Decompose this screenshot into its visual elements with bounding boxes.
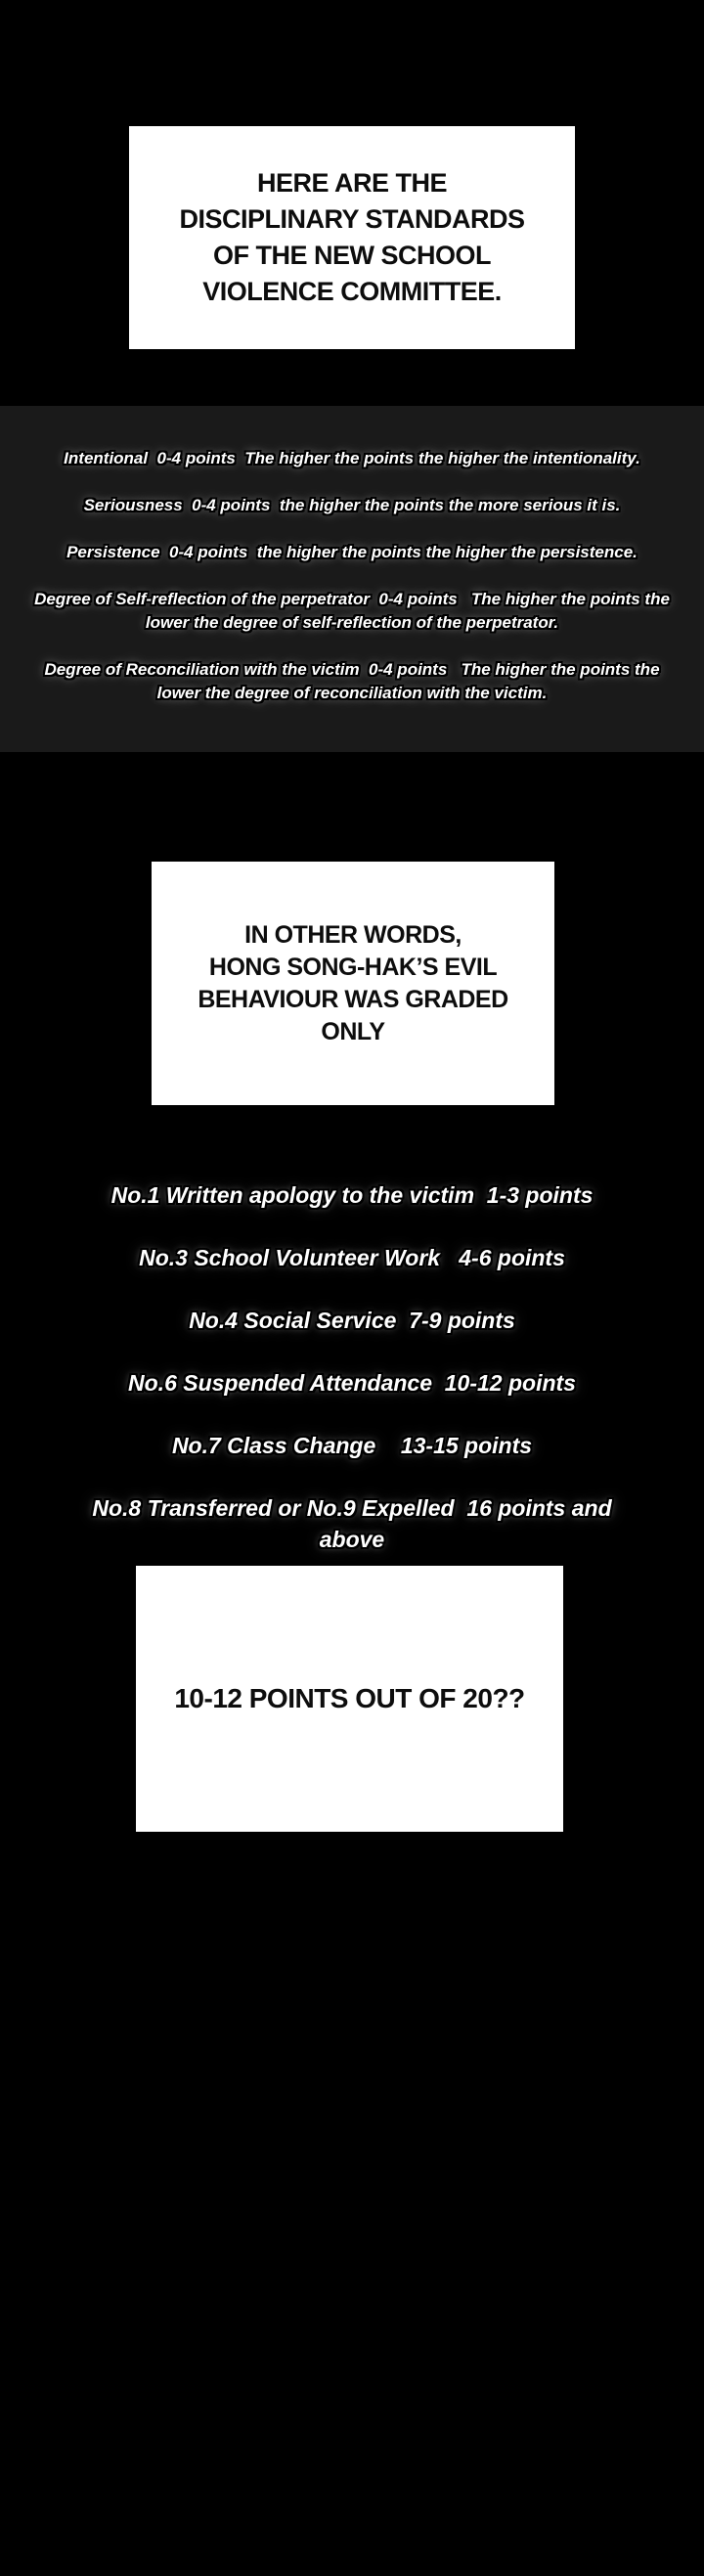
grading-item-school-volunteer-work: No.3 School Volunteer Work 4-6 points <box>139 1245 565 1270</box>
caption-line: VIOLENCE COMMITTEE. <box>202 277 502 306</box>
caption-box-score <box>136 1566 563 1832</box>
caption-line: HERE ARE THE <box>256 168 448 198</box>
caption-line: 10-12 POINTS OUT OF 20?? <box>174 1683 525 1713</box>
criteria-item-self-reflection: Degree of Self-reflection of the perpetrator 0-4 points The higher the points the lower the degree of self-reflection of the perpetrator. <box>34 590 675 632</box>
grading-item-transferred-expelled: No.8 Transferred or No.9 Expelled 16 points and above <box>92 1495 619 1552</box>
caption-box-conclusion <box>152 862 554 1105</box>
criteria-item-intentional: Intentional 0-4 points The higher the points the higher the intentionality. <box>64 449 640 467</box>
caption-line: IN OTHER WORDS, <box>244 920 462 949</box>
criteria-item-reconciliation: Degree of Reconciliation with the victim 0-4 points The higher the points the lower the degree of reconciliation with the victim. <box>44 660 665 702</box>
caption-line: OF THE NEW SCHOOL <box>213 241 491 270</box>
grading-item-written-apology: No.1 Written apology to the victim 1-3 points <box>110 1182 594 1208</box>
criteria-item-persistence: Persistence 0-4 points the higher the points the higher the persistence. <box>66 543 638 561</box>
grading-item-class-change: No.7 Class Change 13-15 points <box>171 1433 533 1458</box>
caption-line: HONG SONG-HAK’S EVIL <box>208 953 498 981</box>
caption-line: BEHAVIOUR WAS GRADED <box>198 985 508 1013</box>
caption-line: DISCIPLINARY STANDARDS <box>179 204 525 234</box>
grading-list <box>0 1179 704 1586</box>
grading-item-suspended-attendance: No.6 Suspended Attendance 10-12 points <box>128 1370 576 1396</box>
caption-box-intro <box>129 126 575 349</box>
caption-line: ONLY <box>321 1017 385 1045</box>
criteria-panel <box>0 406 704 752</box>
criteria-item-seriousness: Seriousness 0-4 points the higher the points the more serious it is. <box>83 496 621 514</box>
grading-item-social-service: No.4 Social Service 7-9 points <box>189 1308 515 1333</box>
